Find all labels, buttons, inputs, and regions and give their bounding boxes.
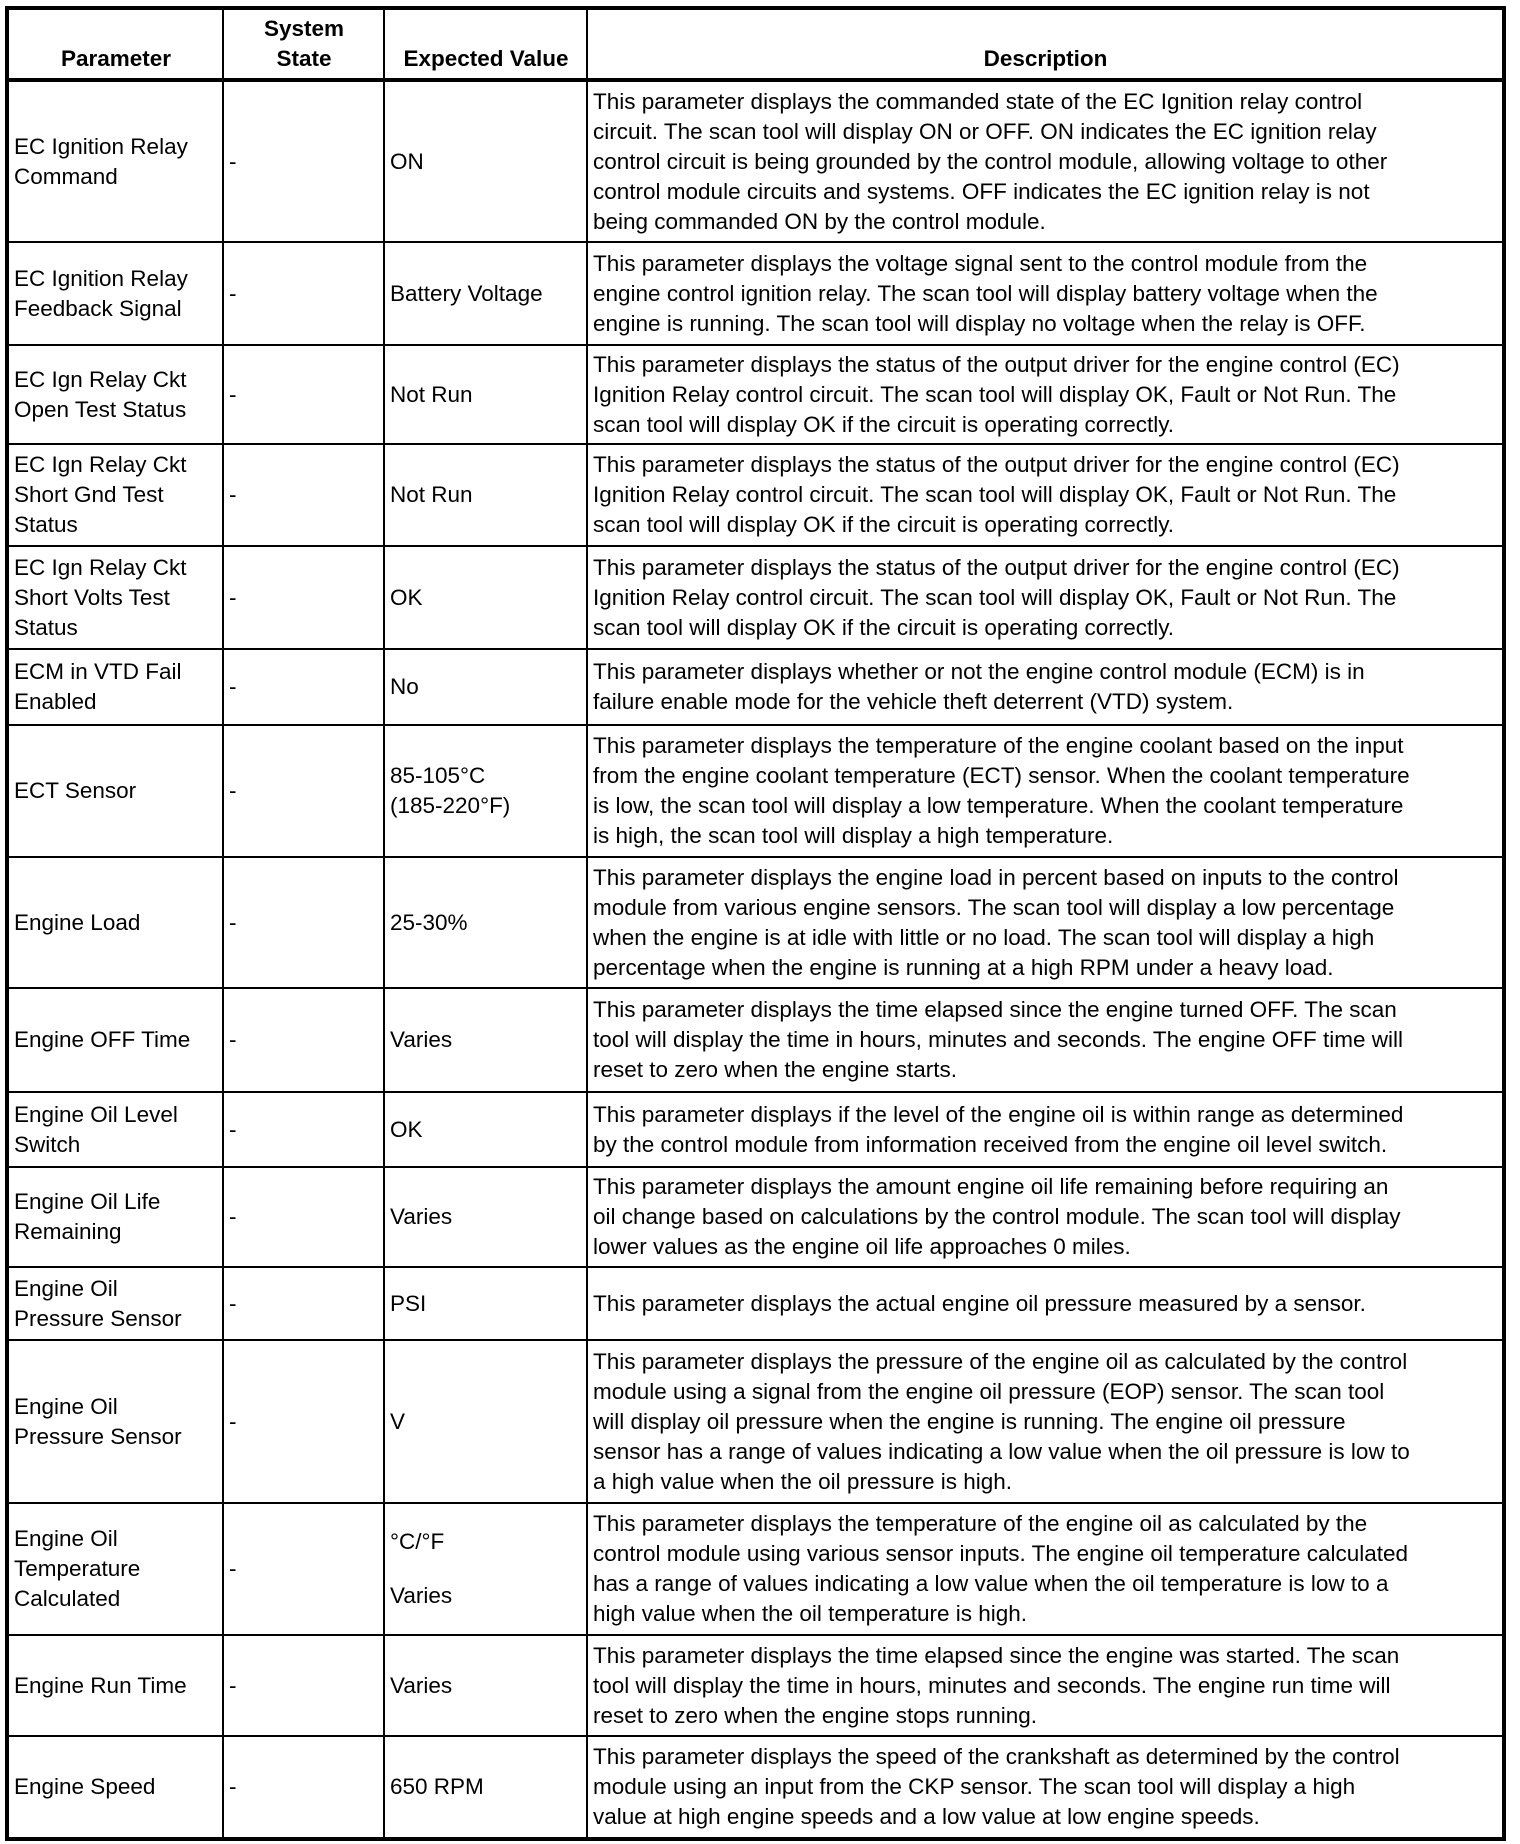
description-cell (587, 988, 1504, 1092)
description-cell (587, 649, 1504, 725)
parameter-name: Command (14, 163, 118, 189)
description-line: when the engine is at idle with little or no load. The scan tool will display a high (593, 924, 1375, 950)
expected-value-cell (384, 345, 587, 444)
table-row (7, 1092, 1504, 1167)
description-line: This parameter displays the actual engine oil pressure measured by a sensor. (593, 1290, 1366, 1316)
parameter-name: Engine Oil Level (14, 1101, 178, 1127)
table-row (7, 1503, 1504, 1635)
description-line: engine is running. The scan tool will display no voltage when the relay is OFF. (593, 310, 1366, 336)
expected-value-cell (384, 1736, 587, 1839)
description-line: module using an input from the CKP sensor. The scan tool will display a high (593, 1774, 1356, 1799)
system-state-cell (223, 1635, 384, 1736)
description-line: This parameter displays the voltage signal sent to the control module from the (593, 250, 1368, 276)
description-line: This parameter displays the commanded state of the EC Ignition relay control (593, 88, 1363, 114)
table-row (7, 1267, 1504, 1340)
description-line: reset to zero when the engine starts. (593, 1057, 957, 1082)
expected-value: (185-220°F) (390, 793, 511, 818)
description-line: This parameter displays the engine load in percent based on inputs to the control (593, 864, 1399, 890)
expected-value-cell (384, 649, 587, 725)
description-line: This parameter displays the status of the output driver for the engine control (EC) (593, 452, 1400, 477)
expected-value: Not Run (390, 482, 473, 507)
system-state-value: - (229, 381, 237, 407)
description-line: This parameter displays the amount engine oil life remaining before requiring an (593, 1174, 1389, 1199)
expected-value-cell (384, 1267, 587, 1340)
parameter-table (5, 6, 1506, 1841)
parameter-cell (7, 444, 223, 546)
expected-value: 650 RPM (390, 1774, 484, 1799)
parameter-name: Engine Load (14, 909, 141, 935)
description-cell (587, 725, 1504, 857)
description-line: scan tool will display OK if the circuit is operating correctly. (593, 512, 1175, 537)
system-state-value: - (229, 148, 237, 174)
parameter-cell (7, 1092, 223, 1167)
expected-value: Varies (390, 1204, 453, 1229)
description-line: module from various engine sensors. The scan tool will display a low percentage (593, 894, 1395, 920)
description-line: This parameter displays the status of the output driver for the engine control (EC) (593, 351, 1400, 377)
expected-value-cell (384, 242, 587, 345)
description-line: This parameter displays the temperature of the engine oil as calculated by the (593, 1511, 1368, 1536)
expected-value: 85-105°C (390, 763, 486, 788)
system-state-cell (223, 345, 384, 444)
system-state-cell (223, 1340, 384, 1503)
system-state-value: - (229, 778, 237, 803)
parameter-name: EC Ign Relay Ckt (14, 554, 187, 580)
table-row (7, 242, 1504, 345)
description-cell (587, 1167, 1504, 1267)
expected-value-cell (384, 1092, 587, 1167)
table-row (7, 725, 1504, 857)
description-line: tool will display the time in hours, minutes and seconds. The engine OFF time will (593, 1027, 1403, 1052)
parameter-name: EC Ignition Relay (14, 265, 188, 291)
description-line: This parameter displays the time elapsed since the engine turned OFF. The scan (593, 997, 1397, 1022)
parameter-name: ECT Sensor (14, 778, 137, 803)
expected-value-cell (384, 444, 587, 546)
description-line: high value when the oil temperature is high. (593, 1601, 1028, 1626)
parameter-cell (7, 649, 223, 725)
expected-value-cell (384, 1635, 587, 1736)
parameter-name: Engine Oil Life (14, 1189, 161, 1214)
description-line: control circuit is being grounded by the control module, allowing voltage to other (593, 148, 1388, 174)
system-state-cell (223, 1736, 384, 1839)
expected-value: OK (390, 1116, 423, 1142)
parameter-name: Temperature (14, 1556, 141, 1581)
table-row (7, 1736, 1504, 1839)
table-row (7, 1340, 1504, 1503)
expected-value: Varies (390, 1583, 453, 1608)
description-cell (587, 1736, 1504, 1839)
table-row (7, 857, 1504, 988)
description-line: sensor has a range of values indicating a low value when the oil pressure is low to (593, 1438, 1410, 1464)
description-cell (587, 1092, 1504, 1167)
table-row (7, 1635, 1504, 1736)
description-line: This parameter displays the pressure of the engine oil as calculated by the control (593, 1348, 1408, 1374)
description-line: This parameter displays the speed of the crankshaft as determined by the control (593, 1744, 1400, 1769)
parameter-name: Pressure Sensor (14, 1423, 182, 1449)
parameter-name: Enabled (14, 689, 97, 714)
parameter-name: Feedback Signal (14, 295, 182, 321)
description-line: will display oil pressure when the engine is running. The engine oil pressure (593, 1408, 1346, 1434)
system-state-cell (223, 546, 384, 649)
description-line: circuit. The scan tool will display ON or OFF. ON indicates the EC ignition relay (593, 118, 1377, 144)
system-state-value: - (229, 1027, 237, 1052)
expected-value: Not Run (390, 381, 473, 407)
description-cell (587, 1340, 1504, 1503)
description-line: control module using various sensor inputs. The engine oil temperature calculated (593, 1541, 1409, 1566)
expected-value: °C/°F (390, 1529, 445, 1554)
description-line: reset to zero when the engine stops running. (593, 1702, 1038, 1728)
header-system-state (223, 8, 384, 80)
expected-value: ON (390, 148, 424, 174)
parameter-cell (7, 1340, 223, 1503)
expected-value: No (390, 674, 419, 699)
parameter-name: Status (14, 614, 78, 640)
expected-value: Varies (390, 1027, 453, 1052)
expected-value-cell (384, 725, 587, 857)
description-line: failure enable mode for the vehicle theft deterrent (VTD) system. (593, 689, 1234, 714)
system-state-cell (223, 725, 384, 857)
parameter-cell (7, 857, 223, 988)
system-state-cell (223, 1092, 384, 1167)
description-line: tool will display the time in hours, minutes and seconds. The engine run time will (593, 1672, 1391, 1698)
table-row (7, 649, 1504, 725)
system-state-value: - (229, 584, 237, 610)
expected-value: 25-30% (390, 909, 468, 935)
description-line: from the engine coolant temperature (ECT) sensor. When the coolant temperature (593, 763, 1410, 788)
description-line: This parameter displays the time elapsed since the engine was started. The scan (593, 1642, 1400, 1668)
system-state-cell (223, 857, 384, 988)
description-cell (587, 1267, 1504, 1340)
parameter-name: Remaining (14, 1219, 122, 1244)
description-line: is high, the scan tool will display a high temperature. (593, 823, 1114, 848)
parameter-cell (7, 988, 223, 1092)
system-state-value: - (229, 1290, 237, 1316)
description-cell (587, 546, 1504, 649)
parameter-cell (7, 1736, 223, 1839)
description-line: has a range of values indicating a low value when the oil temperature is low to a (593, 1571, 1389, 1596)
header-system-state-line2: State (276, 46, 332, 71)
header-expected-value: Expected Value (384, 8, 587, 80)
table-row (7, 345, 1504, 444)
parameter-name: EC Ignition Relay (14, 133, 188, 159)
description-line: lower values as the engine oil life approaches 0 miles. (593, 1234, 1131, 1259)
description-line: This parameter displays whether or not the engine control module (ECM) is in (593, 659, 1365, 684)
expected-value: V (390, 1408, 406, 1434)
system-state-cell (223, 1267, 384, 1340)
description-line: percentage when the engine is running at a high RPM under a heavy load. (593, 954, 1334, 980)
parameter-cell (7, 242, 223, 345)
expected-value-cell (384, 1503, 587, 1635)
table-body (7, 80, 1504, 1839)
description-line: engine control ignition relay. The scan tool will display battery voltage when the (593, 280, 1378, 306)
table-row (7, 80, 1504, 242)
parameter-name: Calculated (14, 1586, 121, 1611)
parameter-cell (7, 1167, 223, 1267)
parameter-name: Engine Oil (14, 1275, 118, 1301)
description-line: module using a signal from the engine oil pressure (EOP) sensor. The scan tool (593, 1378, 1385, 1404)
description-line: This parameter displays the temperature of the engine coolant based on the input (593, 733, 1404, 758)
description-cell (587, 80, 1504, 242)
description-line: is low, the scan tool will display a low temperature. When the coolant temperature (593, 793, 1404, 818)
expected-value-cell (384, 80, 587, 242)
description-line: by the control module from information received from the engine oil level switch. (593, 1131, 1388, 1157)
parameter-name: EC Ign Relay Ckt (14, 366, 187, 392)
system-state-value: - (229, 1408, 237, 1434)
system-state-cell (223, 1167, 384, 1267)
system-state-cell (223, 444, 384, 546)
parameter-cell (7, 345, 223, 444)
description-cell (587, 444, 1504, 546)
expected-value: PSI (390, 1290, 427, 1316)
parameter-name: Pressure Sensor (14, 1305, 182, 1331)
parameter-name: Engine Oil (14, 1526, 118, 1551)
table-row (7, 988, 1504, 1092)
description-line: This parameter displays the status of the output driver for the engine control (EC) (593, 554, 1400, 580)
parameter-name: ECM in VTD Fail (14, 659, 182, 684)
system-state-value: - (229, 1556, 237, 1581)
parameter-name: Status (14, 512, 78, 537)
system-state-value: - (229, 1672, 237, 1698)
description-line: scan tool will display OK if the circuit is operating correctly. (593, 614, 1175, 640)
system-state-value: - (229, 280, 237, 306)
description-line: control module circuits and systems. OFF indicates the EC ignition relay is not (593, 178, 1370, 204)
system-state-value: - (229, 1116, 237, 1142)
parameter-name: Engine Oil (14, 1393, 118, 1419)
parameter-name: Engine Speed (14, 1774, 156, 1799)
description-line: This parameter displays if the level of the engine oil is within range as determined (593, 1101, 1404, 1127)
description-cell (587, 1635, 1504, 1736)
description-line: value at high engine speeds and a low value at low engine speeds. (593, 1804, 1260, 1829)
table-row (7, 546, 1504, 649)
expected-value-cell (384, 1340, 587, 1503)
parameter-cell (7, 1503, 223, 1635)
description-cell (587, 345, 1504, 444)
parameter-name: Short Volts Test (14, 584, 170, 610)
description-cell (587, 242, 1504, 345)
system-state-value: - (229, 1204, 237, 1229)
system-state-value: - (229, 1774, 237, 1799)
parameter-cell (7, 80, 223, 242)
system-state-cell (223, 1503, 384, 1635)
parameter-cell (7, 1635, 223, 1736)
parameter-cell (7, 1267, 223, 1340)
parameter-cell (7, 725, 223, 857)
table-row (7, 1167, 1504, 1267)
system-state-cell (223, 80, 384, 242)
description-line: a high value when the oil pressure is high. (593, 1468, 1013, 1494)
system-state-cell (223, 988, 384, 1092)
header-parameter: Parameter (7, 8, 223, 80)
description-line: oil change based on calculations by the control module. The scan tool will display (593, 1204, 1401, 1229)
system-state-cell (223, 242, 384, 345)
description-line: Ignition Relay control circuit. The scan tool will display OK, Fault or Not Run. The (593, 381, 1397, 407)
description-line: Ignition Relay control circuit. The scan tool will display OK, Fault or Not Run. The (593, 482, 1397, 507)
expected-value: OK (390, 584, 423, 610)
header-system-state-line1: System (263, 16, 345, 41)
expected-value (390, 1557, 582, 1581)
header-description: Description (587, 8, 1504, 80)
table-row (7, 444, 1504, 546)
description-line: Ignition Relay control circuit. The scan tool will display OK, Fault or Not Run. The (593, 584, 1397, 610)
description-line: scan tool will display OK if the circuit is operating correctly. (593, 411, 1175, 437)
system-state-value: - (229, 674, 237, 699)
expected-value-cell (384, 546, 587, 649)
parameter-cell (7, 546, 223, 649)
parameter-name: Switch (14, 1131, 81, 1157)
expected-value: Varies (390, 1672, 453, 1698)
parameter-name: Engine Run Time (14, 1672, 187, 1698)
description-cell (587, 857, 1504, 988)
expected-value-cell (384, 988, 587, 1092)
table-header (7, 8, 1504, 80)
expected-value-cell (384, 857, 587, 988)
description-line: being commanded ON by the control module. (593, 208, 1046, 234)
system-state-value: - (229, 482, 237, 507)
description-cell (587, 1503, 1504, 1635)
parameter-name: Short Gnd Test (14, 482, 164, 507)
parameter-name: Open Test Status (14, 396, 187, 422)
system-state-value: - (229, 909, 237, 935)
parameter-name: EC Ign Relay Ckt (14, 452, 187, 477)
header-row (7, 8, 1504, 80)
system-state-cell (223, 649, 384, 725)
parameter-name: Engine OFF Time (14, 1027, 191, 1052)
expected-value: Battery Voltage (390, 280, 543, 306)
expected-value-cell (384, 1167, 587, 1267)
